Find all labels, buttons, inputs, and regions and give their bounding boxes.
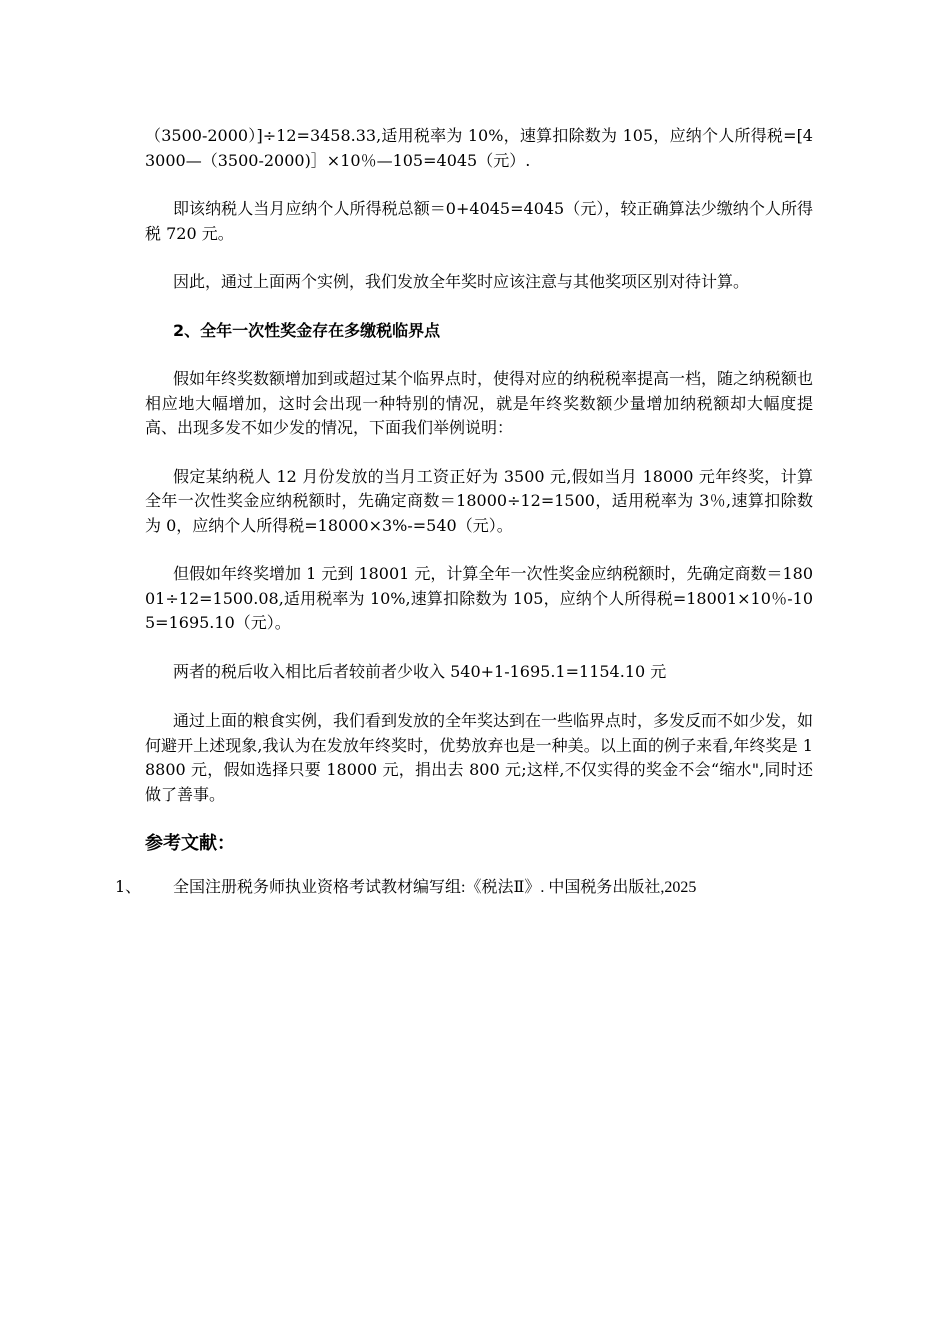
- paragraph-conclusion: 因此，通过上面两个实例，我们发放全年奖时应该注意与其他奖项区别对待计算。: [173, 272, 750, 291]
- paragraph-total-tax: 即该纳税人当月应纳个人所得税总额＝0+4045=4045（元），较正确算法少缴纳个人所得税 720 元。: [145, 199, 813, 243]
- reference-text: 全国注册税务师执业资格考试教材编写组:《税法Ⅱ》. 中国税务出版社,2025: [173, 879, 697, 896]
- reference-item: [115, 875, 813, 900]
- reference-number: 1、: [115, 877, 142, 896]
- section-heading-critical-point: 2、全年一次性奖金存在多缴税临界点: [173, 320, 441, 340]
- paragraph-calculation-continued: （3500-2000）]÷12=3458.33,适用税率为 10%，速算扣除数为 105，应纳个人所得税=[43000—（3500-2000)］×10％—105=4045（元）.: [145, 126, 813, 170]
- document-body: [115, 124, 814, 900]
- paragraph-example-18001: 但假如年终奖增加 1 元到 18001 元，计算全年一次性奖金应纳税额时，先确定商数＝18001÷12=1500.08,适用税率为 10%,速算扣除数为 105，应纳个人所得税=18001×10％-105=1695.10（元）。: [145, 564, 813, 632]
- paragraph-example-18000: 假定某纳税人 12 月份发放的当月工资正好为 3500 元,假如当月 18000 元年终奖，计算全年一次性奖金应纳税额时，先确定商数＝18000÷12=1500，适用税率为 3％,速算扣除数为 0，应纳个人所得税=18000×3%-=540（元）。: [145, 466, 813, 535]
- paragraph-critical-point-intro: 假如年终奖数额增加到或超过某个临界点时，使得对应的纳税税率提高一档，随之纳税额也相应地大幅增加，这时会出现一种特别的情况，就是年终奖数额少量增加纳税额却大幅度提高、出现多发不如少发的情况，下面我们举例说明：: [145, 369, 814, 437]
- references-heading: 参考文献：: [145, 833, 235, 854]
- paragraph-advice: 通过上面的粮食实例，我们看到发放的全年奖达到在一些临界点时，多发反而不如少发，如何避开上述现象,我认为在发放年终奖时，优势放弃也是一种美。以上面的例子来看,年终奖是 18800 元，假如选择只要 18000 元，捐出去 800 元;这样,不仅实得的奖金不会“缩水",同时还做了善事。: [145, 711, 814, 804]
- paragraph-after-tax-comparison: 两者的税后收入相比后者较前者少收入 540+1-1695.1=1154.10 元: [173, 661, 667, 681]
